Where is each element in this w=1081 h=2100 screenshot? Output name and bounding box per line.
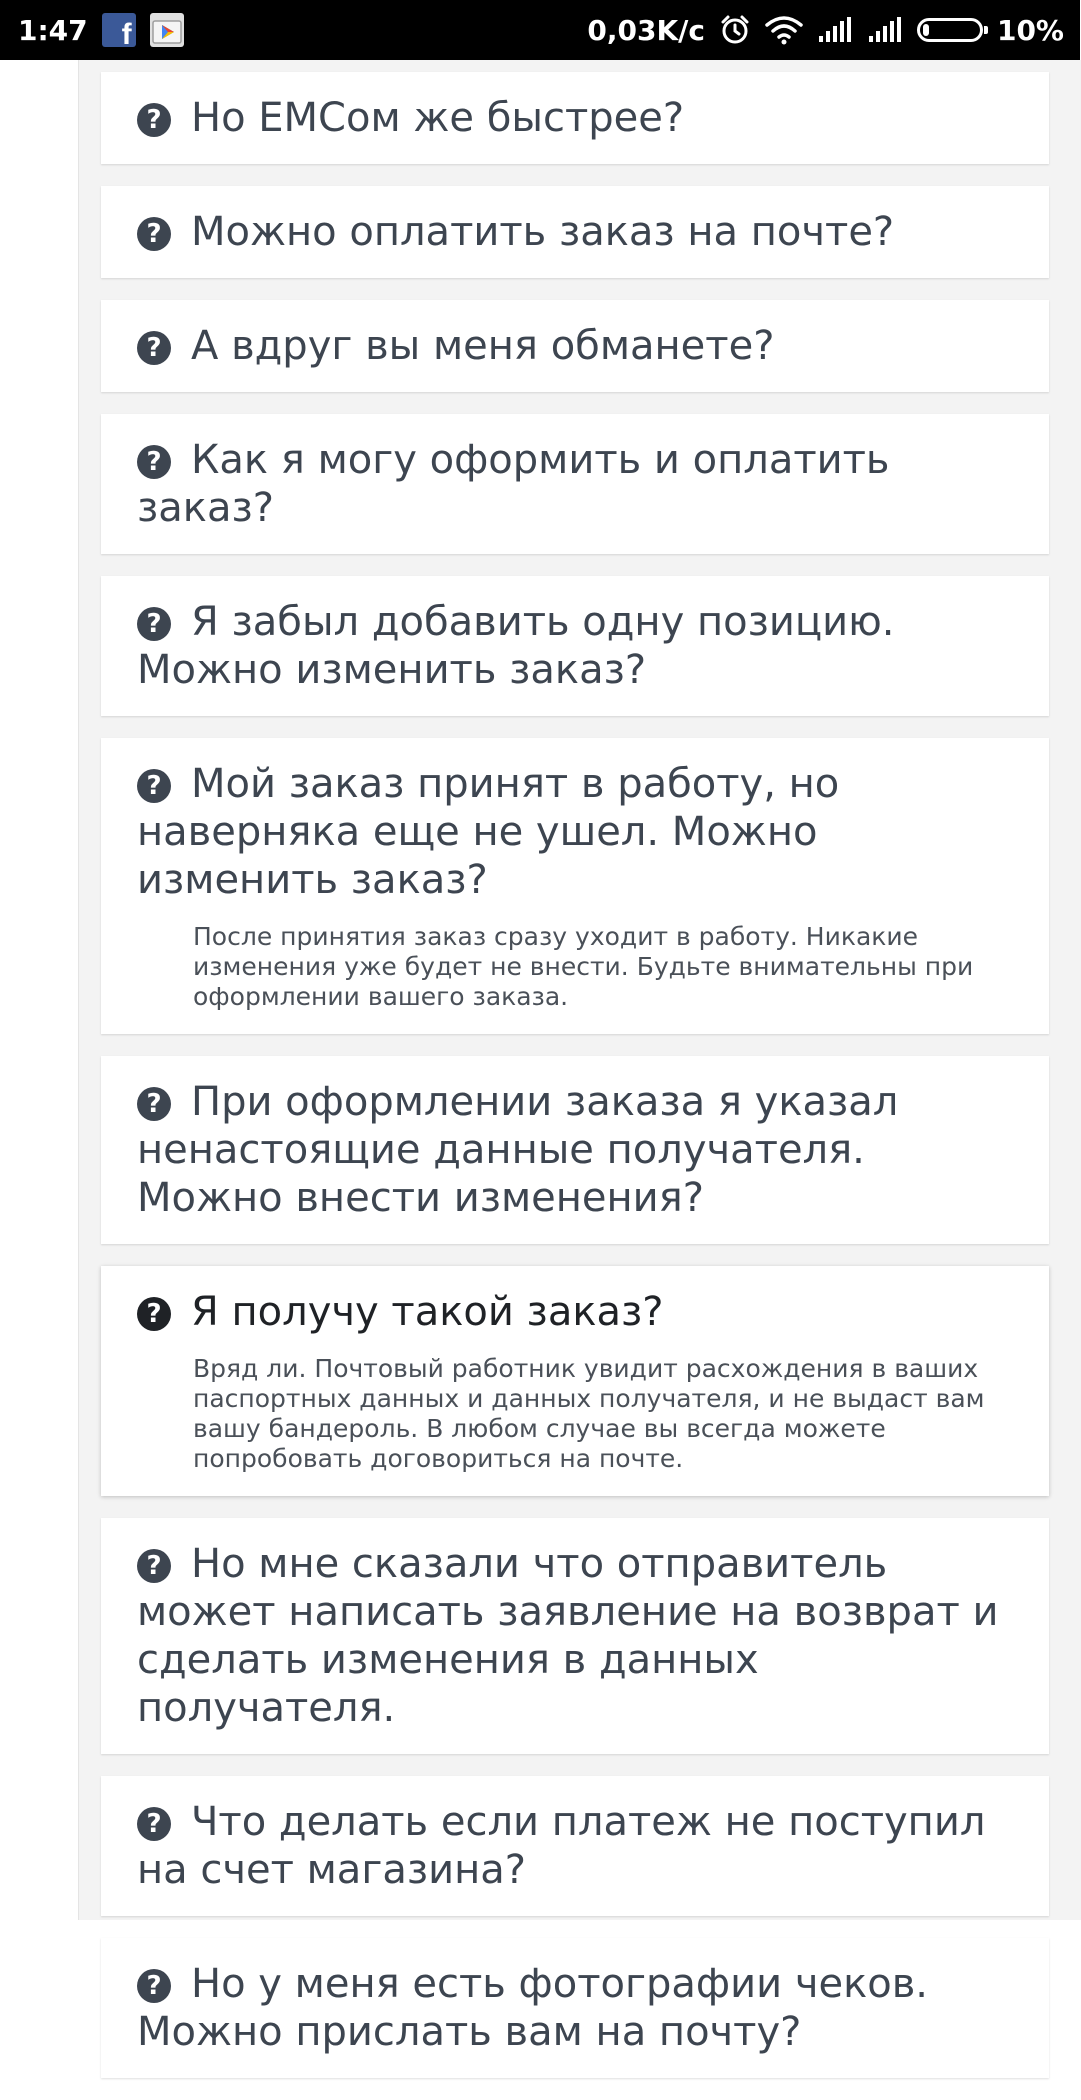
faq-question-text: Я забыл добавить одну позицию. Можно изменить заказ? bbox=[137, 599, 895, 693]
faq-item[interactable] bbox=[101, 186, 1049, 278]
signal-icon bbox=[817, 16, 853, 44]
faq-question[interactable] bbox=[137, 598, 1013, 694]
faq-item[interactable] bbox=[101, 1938, 1049, 2078]
wifi-icon bbox=[765, 15, 803, 45]
faq-question-text: Что делать если платеж не поступил на счет магазина? bbox=[137, 1799, 986, 1893]
faq-question[interactable] bbox=[137, 1540, 1013, 1732]
question-circle-icon: ? bbox=[137, 103, 171, 137]
faq-item[interactable] bbox=[101, 738, 1049, 1034]
faq-question[interactable] bbox=[137, 1288, 1013, 1336]
alarm-icon bbox=[719, 14, 751, 46]
faq-list bbox=[101, 72, 1049, 2100]
faq-page bbox=[0, 60, 1080, 2055]
faq-item[interactable] bbox=[101, 1518, 1049, 1754]
question-circle-icon: ? bbox=[137, 769, 171, 803]
question-circle-icon: ? bbox=[137, 1807, 171, 1841]
status-bar bbox=[0, 0, 1080, 60]
faq-question-text: Можно оплатить заказ на почте? bbox=[191, 209, 895, 255]
faq-answer: Вряд ли. Почтовый работник увидит расхождения в ваших паспортных данных и данных получателя, и не выдаст вам вашу бандероль. В любом случае вы всегда можете попробовать договориться на почте. bbox=[193, 1354, 985, 1473]
battery-icon bbox=[917, 18, 983, 42]
play-store-icon bbox=[150, 13, 184, 47]
faq-question[interactable] bbox=[137, 208, 1013, 256]
question-circle-icon: ? bbox=[137, 217, 171, 251]
faq-item-active[interactable] bbox=[101, 1266, 1049, 1496]
faq-item[interactable] bbox=[101, 576, 1049, 716]
question-circle-icon: ? bbox=[137, 331, 171, 365]
faq-question[interactable] bbox=[137, 1960, 1013, 2056]
question-circle-icon: ? bbox=[137, 1969, 171, 2003]
faq-item[interactable] bbox=[101, 300, 1049, 392]
faq-question-text: Как я могу оформить и оплатить заказ? bbox=[137, 437, 890, 531]
question-circle-icon: ? bbox=[137, 1549, 171, 1583]
question-circle-icon: ? bbox=[137, 607, 171, 641]
facebook-icon: f bbox=[102, 13, 136, 47]
faq-question[interactable] bbox=[137, 322, 1013, 370]
faq-answer: После принятия заказ сразу уходит в работу. Никакие изменения уже будет не внести. Будьте внимательны при оформлении вашего заказа. bbox=[193, 922, 974, 1011]
faq-question-text: Я получу такой заказ? bbox=[191, 1289, 664, 1335]
faq-question[interactable] bbox=[137, 436, 1013, 532]
faq-question-text: При оформлении заказа я указал ненастоящие данные получателя. Можно внести изменения? bbox=[137, 1079, 899, 1221]
faq-question-text: Но у меня есть фотографии чеков. Можно прислать вам на почту? bbox=[137, 1961, 928, 2055]
status-time: 1:47 bbox=[18, 13, 88, 47]
faq-item[interactable] bbox=[101, 72, 1049, 164]
question-circle-icon: ? bbox=[137, 1297, 171, 1331]
faq-question[interactable] bbox=[137, 1078, 1013, 1222]
signal-icon bbox=[867, 16, 903, 44]
faq-question[interactable] bbox=[137, 94, 1013, 142]
faq-item[interactable] bbox=[101, 1776, 1049, 1916]
faq-question-text: Но мне сказали что отправитель может написать заявление на возврат и сделать изменения в данных получателя. bbox=[137, 1541, 999, 1731]
question-circle-icon: ? bbox=[137, 1087, 171, 1121]
faq-question-text: Но EMCом же быстрее? bbox=[191, 95, 685, 141]
faq-question-text: А вдруг вы меня обманете? bbox=[191, 323, 775, 369]
question-circle-icon: ? bbox=[137, 445, 171, 479]
faq-question[interactable] bbox=[137, 760, 1013, 904]
faq-question-text: Мой заказ принят в работу, но наверняка еще не ушел. Можно изменить заказ? bbox=[137, 761, 840, 903]
battery-percent: 10% bbox=[996, 13, 1064, 47]
network-speed: 0,03K/c bbox=[587, 13, 705, 47]
faq-item[interactable] bbox=[101, 414, 1049, 554]
faq-question[interactable] bbox=[137, 1798, 1013, 1894]
faq-item[interactable] bbox=[101, 1056, 1049, 1244]
